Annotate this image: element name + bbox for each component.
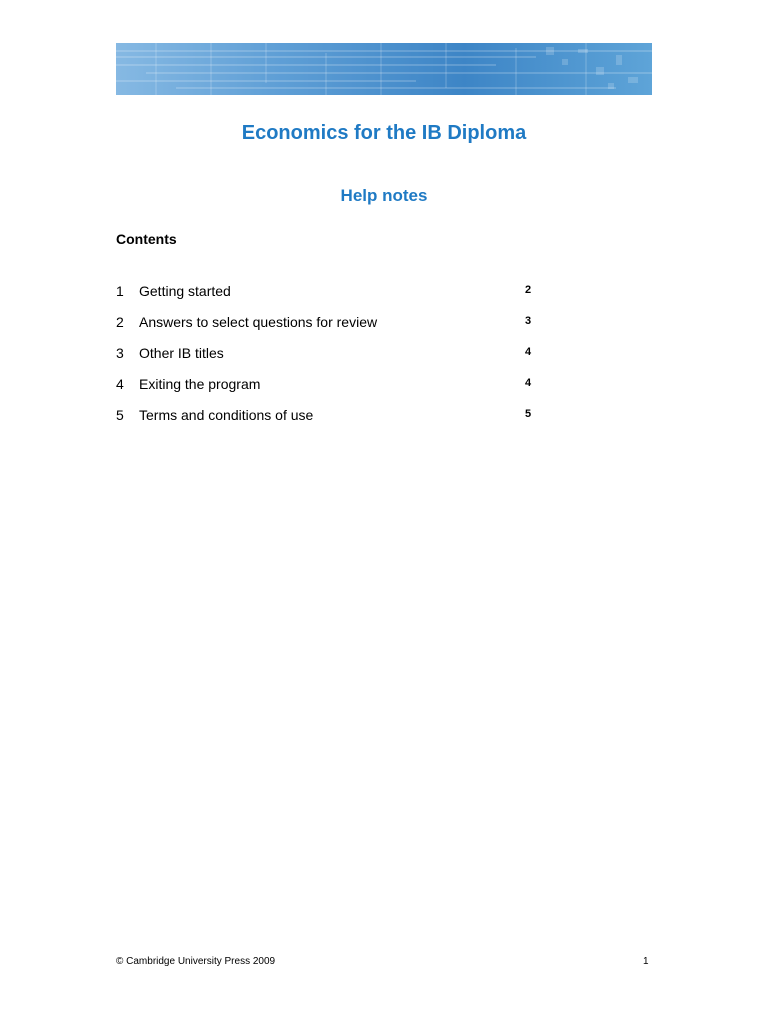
contents-heading: Contents — [116, 231, 177, 247]
toc-item-answers[interactable] — [116, 314, 536, 345]
banner-texture — [116, 43, 652, 95]
toc-item-number: 3 — [116, 345, 124, 361]
footer-copyright: © Cambridge University Press 2009 — [116, 956, 276, 967]
toc-item-number: 1 — [116, 283, 124, 299]
toc-item-label: Getting started — [139, 283, 231, 299]
header-banner-image — [116, 43, 652, 95]
toc-item-number: 2 — [116, 314, 124, 330]
toc-item-number: 4 — [116, 376, 124, 392]
toc-item-label: Exiting the program — [139, 376, 261, 392]
toc-item-page: 3 — [525, 315, 532, 327]
toc-item-page: 4 — [525, 346, 532, 358]
table-of-contents — [116, 283, 536, 438]
toc-item-getting-started[interactable] — [116, 283, 536, 314]
toc-item-exiting[interactable] — [116, 376, 536, 407]
footer-page-number: 1 — [643, 956, 649, 967]
toc-item-page: 2 — [525, 284, 532, 296]
document-title: Economics for the IB Diploma — [241, 122, 527, 144]
toc-item-other-titles[interactable] — [116, 345, 536, 376]
toc-item-label: Other IB titles — [139, 345, 224, 361]
toc-item-label: Terms and conditions of use — [139, 407, 314, 423]
toc-item-page: 5 — [525, 408, 532, 420]
toc-item-label: Answers to select questions for review — [139, 314, 378, 330]
toc-item-page: 4 — [525, 377, 532, 389]
toc-item-number: 5 — [116, 407, 124, 423]
document-subtitle: Help notes — [340, 186, 428, 205]
toc-item-terms[interactable] — [116, 407, 536, 438]
